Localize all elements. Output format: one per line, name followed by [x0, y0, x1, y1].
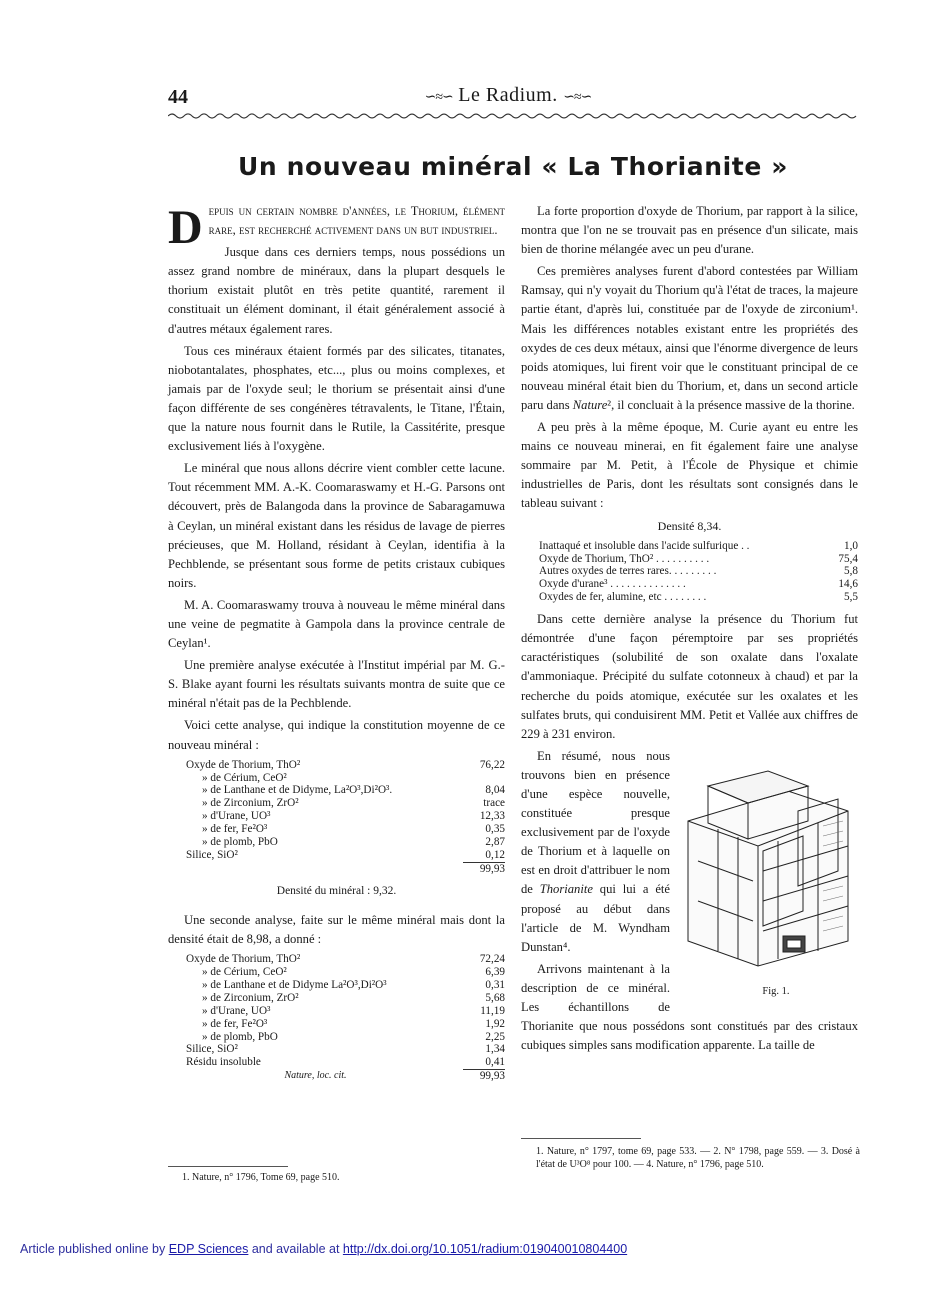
table-cell-label: » d'Urane, UO³	[202, 810, 271, 823]
table-row	[168, 979, 505, 992]
table-cell-value: trace	[483, 797, 505, 810]
table-row	[168, 966, 505, 979]
table-row	[168, 823, 505, 836]
table-row	[168, 772, 505, 785]
running-title-text: Le Radium.	[458, 84, 558, 106]
thorianite-name: Thorianite	[539, 882, 593, 897]
paragraph-2: Jusque dans ces derniers temps, nous possédions un assez grand nombre de minéraux, dans la plupart desquels le thorium existait plutôt en très petite quantité, rarement il constituait un élément dominant, il était généralement associé à d'autres métaux également rares.	[168, 245, 505, 336]
table-cell-label: Inattaqué et insoluble dans l'acide sulfurique . .	[539, 539, 750, 552]
table-cell-value: 12,33	[479, 810, 505, 823]
table-cell-label: » de Zirconium, ZrO²	[202, 797, 299, 810]
paragraph-r3: A peu près à la même époque, M. Curie ayant eu entre les mains ce nouveau minerai, en fit également faire une analyse sommaire par M. Petit, à l'École de Physique et chimie industrielles de Paris, dont les résultats sont consignés dans le tableau suivant :	[521, 420, 858, 511]
thorianite-crystal-illustration	[678, 751, 858, 976]
publisher-link[interactable]: EDP Sciences	[168, 1242, 249, 1256]
table-row	[168, 759, 505, 772]
table-row	[168, 1031, 505, 1044]
publication-credit	[20, 1242, 627, 1256]
table-row	[168, 810, 505, 823]
table-row	[168, 1005, 505, 1018]
table-row	[521, 540, 858, 553]
footnote-rule-left	[168, 1166, 288, 1167]
paragraph-r2	[521, 262, 858, 415]
page-header	[168, 82, 858, 122]
paragraph-r5	[521, 747, 858, 997]
table-cell-label: Oxyde de Thorium, ThO²	[186, 758, 301, 771]
table-row	[168, 953, 505, 966]
table-source-note: Nature, loc. cit.	[284, 1069, 347, 1081]
table-cell-value: 72,24	[479, 953, 505, 966]
paragraph-r6: Arrivons maintenant à la description de ce minéral. Les échantillons de Thorianite que nous possédons sont constitués par des cristaux cubiques simples sans modification apparente. La taille de	[521, 961, 858, 1053]
table-row	[168, 992, 505, 1005]
credit-middle: and available at	[248, 1242, 343, 1256]
table-cell-label: » de Lanthane et de Didyme La²O³,Di²O³	[202, 978, 387, 991]
left-column	[168, 202, 505, 1089]
paragraph-3: Tous ces minéraux étaient formés par des silicates, titanates, niobotantalates, phosphates, etc..., plus ou moins complexes, et jamais par de l'oxyde seul; le thorium se présentait ainsi d'une façon différente de ses congénères tétravalents, le Titane, l'Étain, que la nature nous fournit dans le Rutile, la Cassitérite, presque exclusivement liés à l'oxygène.	[168, 343, 505, 454]
table-cell-value: 5,5	[844, 591, 858, 604]
table-cell-value: 14,6	[838, 578, 858, 591]
table-cell-label: Autres oxydes de terres rares. . . . . . . . .	[539, 565, 717, 578]
table-cell-value	[463, 772, 505, 785]
table-cell-label: Résidu insoluble	[186, 1056, 261, 1069]
page-number: 44	[168, 86, 188, 108]
paragraph-1-text: epuis un certain nombre d'années, le Thorium, élément rare, est recherché activement dans un but industriel.	[208, 204, 505, 238]
table-cell-value: 5,8	[844, 565, 858, 578]
table-row	[168, 797, 505, 810]
table-cell-label: » de fer, Fe²O³	[202, 823, 268, 836]
footnote-left: 1. Nature, n° 1796, Tome 69, page 510.	[182, 1172, 340, 1183]
table-cell-value: 2,87	[485, 836, 505, 849]
table-cell-value: 0,35	[485, 823, 505, 836]
ornament-right-icon: ∽≈∽	[563, 90, 592, 105]
table-row	[168, 1056, 505, 1069]
paragraph-r2-text-a: Ces premières analyses furent d'abord contestées par William Ramsay, qui n'y voyait du Thorium qu'à l'état de traces, la majeure partie étant, d'après lui, constituée par de l'oxyde de zirconium¹. Mais les différences notables existant entre les propriétés des oxydes de ces deux métaux, ainsi que l'énorme divergence de leurs poids atomiques, lui firent voir que le constituant principal de ce nouveau minéral était bien du Thorium, et, dans un second article paru dans	[521, 264, 858, 412]
table-cell-label: Oxyde d'urane³ . . . . . . . . . . . . . .	[539, 578, 686, 591]
table-3-title: Densité 8,34.	[657, 518, 722, 533]
figure-1	[678, 751, 858, 996]
table-cell-label: Silice, SiO²	[186, 848, 238, 861]
paragraph-r5-text-a: En résumé, nous nous trouvons bien en présence d'une espèce nouvelle, constituée presque exclusivement par de l'oxyde de Thorium et à laquelle on est en droit d'attribuer le nom de	[521, 748, 670, 897]
table-cell-label: Oxydes de fer, alumine, etc . . . . . . . .	[539, 591, 707, 604]
table-cell-value: 76,22	[479, 758, 505, 771]
table-total-row	[168, 862, 505, 875]
paragraph-6: Une première analyse exécutée à l'Institut impérial par M. G.-S. Blake ayant fourni les résultats suivants montra de suite que ce minéral n'était pas de la Pechblende.	[168, 658, 505, 711]
table-cell-label: » de Zirconium, ZrO²	[202, 991, 299, 1004]
table-row	[168, 784, 505, 797]
table-cell-value: 2,25	[485, 1030, 505, 1043]
running-title	[408, 84, 608, 107]
table-row	[521, 565, 858, 578]
paragraph-r2-text-b: ², il concluait à la présence massive de la thorine.	[607, 397, 855, 412]
table-cell-label: » de plomb, PbO	[202, 1030, 278, 1043]
table-total: 99,93	[463, 862, 505, 875]
table-cell-label: » de fer, Fe²O³	[202, 1017, 268, 1030]
paragraph-r4: Dans cette dernière analyse la présence du Thorium fut démontrée d'une façon péremptoire par ses propriétés caractéristiques (solubilité de son oxalate dans l'oxalate d'ammoniaque. Précipité du sulfate cotonneux à chaud) et par la recherche du poids atomique, exécutée sur les oxalates et les sulfates bruts, qui conduisirent MM. Petit et Vallée aux chiffres de 229 à 231 environ.	[521, 612, 858, 741]
table-1-density: Densité du minéral : 9,32.	[276, 884, 397, 897]
right-column	[521, 202, 858, 1058]
paragraph-r5-text-b: qui lui a été proposé au début dans l'article de M. Wyndham Dunstan⁴.	[521, 882, 670, 954]
table-cell-label: Oxyde de Thorium, ThO²	[186, 953, 301, 966]
paragraph-7: Voici cette analyse, qui indique la constitution moyenne de ce nouveau minéral :	[168, 718, 505, 752]
table-cell-value: 1,0	[844, 539, 858, 552]
footnote-right: 1. Nature, n° 1797, tome 69, page 533. — 2. N° 1798, page 559. — 3. Dosé à l'état de U³O⁸ pour 100. — 4. Nature, n° 1796, page 510.	[536, 1146, 860, 1170]
table-source-row	[168, 1070, 505, 1083]
table-cell-label: » de Cérium, CeO²	[202, 771, 287, 784]
drop-cap: D	[168, 201, 203, 254]
table-row	[521, 553, 858, 566]
analysis-table-1	[168, 759, 505, 876]
nature-citation: Nature	[572, 397, 608, 412]
doi-link[interactable]: http://dx.doi.org/10.1051/radium:019040010804400	[342, 1242, 628, 1256]
article-title: Un nouveau minéral « La Thorianite »	[238, 152, 788, 181]
table-cell-value: 5,68	[485, 991, 505, 1004]
paragraph-r1: La forte proportion d'oxyde de Thorium, par rapport à la silice, montra que l'on ne se trouvait pas en présence d'un silicate, mais bien de thorine mélangée avec un peu d'urane.	[521, 204, 858, 257]
table-cell-label: » de plomb, PbO	[202, 836, 278, 849]
footnote-rule-right	[521, 1138, 641, 1139]
table-row	[521, 591, 858, 604]
table-cell-label: Oxyde de Thorium, ThO² . . . . . . . . . .	[539, 552, 710, 565]
table-cell-value: 8,04	[485, 784, 505, 797]
paragraph-4: Le minéral que nous allons décrire vient combler cette lacune. Tout récemment MM. A.-K. Coomaraswamy et H.-G. Parsons ont découvert, près de Balangoda dans la province de Sabaragamuwa à Ceylan, un minéral existant dans les résidus de lavage de pierres précieuses, que M. Holland, résidant à Ceylan, identifia à la Pechblende, se présentant sous forme de petits cristaux cubiques noirs.	[168, 461, 505, 590]
table-row	[521, 578, 858, 591]
table-total: 99,93	[463, 1070, 505, 1083]
table-cell-value: 0,12	[463, 849, 505, 862]
table-cell-label: » d'Urane, UO³	[202, 1004, 271, 1017]
table-cell-label: Silice, SiO²	[186, 1043, 238, 1056]
analysis-table-3	[521, 540, 858, 605]
table-cell-value: 11,19	[480, 1004, 505, 1017]
paragraph-1	[168, 201, 505, 254]
table-row	[168, 1043, 505, 1056]
table-total-spacer	[168, 862, 463, 875]
table-cell-value: 6,39	[485, 965, 505, 978]
figure-caption: Fig. 1.	[762, 985, 790, 997]
table-cell-value: 0,31	[485, 978, 505, 991]
table-row	[168, 1018, 505, 1031]
paragraph-8: Une seconde analyse, faite sur le même minéral mais dont la densité était de 8,98, a donné :	[168, 912, 505, 946]
table-cell-value: 75,4	[838, 552, 858, 565]
credit-prefix: Article published online by	[20, 1242, 169, 1256]
table-cell-label: » de Lanthane et de Didyme, La²O³,Di²O³.	[202, 784, 393, 797]
table-row	[168, 836, 505, 849]
table-row	[168, 849, 505, 862]
wavy-rule-divider	[168, 112, 858, 120]
table-cell-value: 0,41	[485, 1056, 505, 1069]
table-cell-value: 1,34	[485, 1043, 505, 1056]
table-cell-label: » de Cérium, CeO²	[202, 965, 287, 978]
paragraph-5: M. A. Coomaraswamy trouva à nouveau le même minéral dans une veine de pegmatite à Gampola dans la province centrale de Ceylan¹.	[168, 597, 505, 651]
ornament-left-icon: ∽≈∽	[424, 90, 453, 105]
table-cell-value: 1,92	[485, 1017, 505, 1030]
analysis-table-2	[168, 953, 505, 1083]
